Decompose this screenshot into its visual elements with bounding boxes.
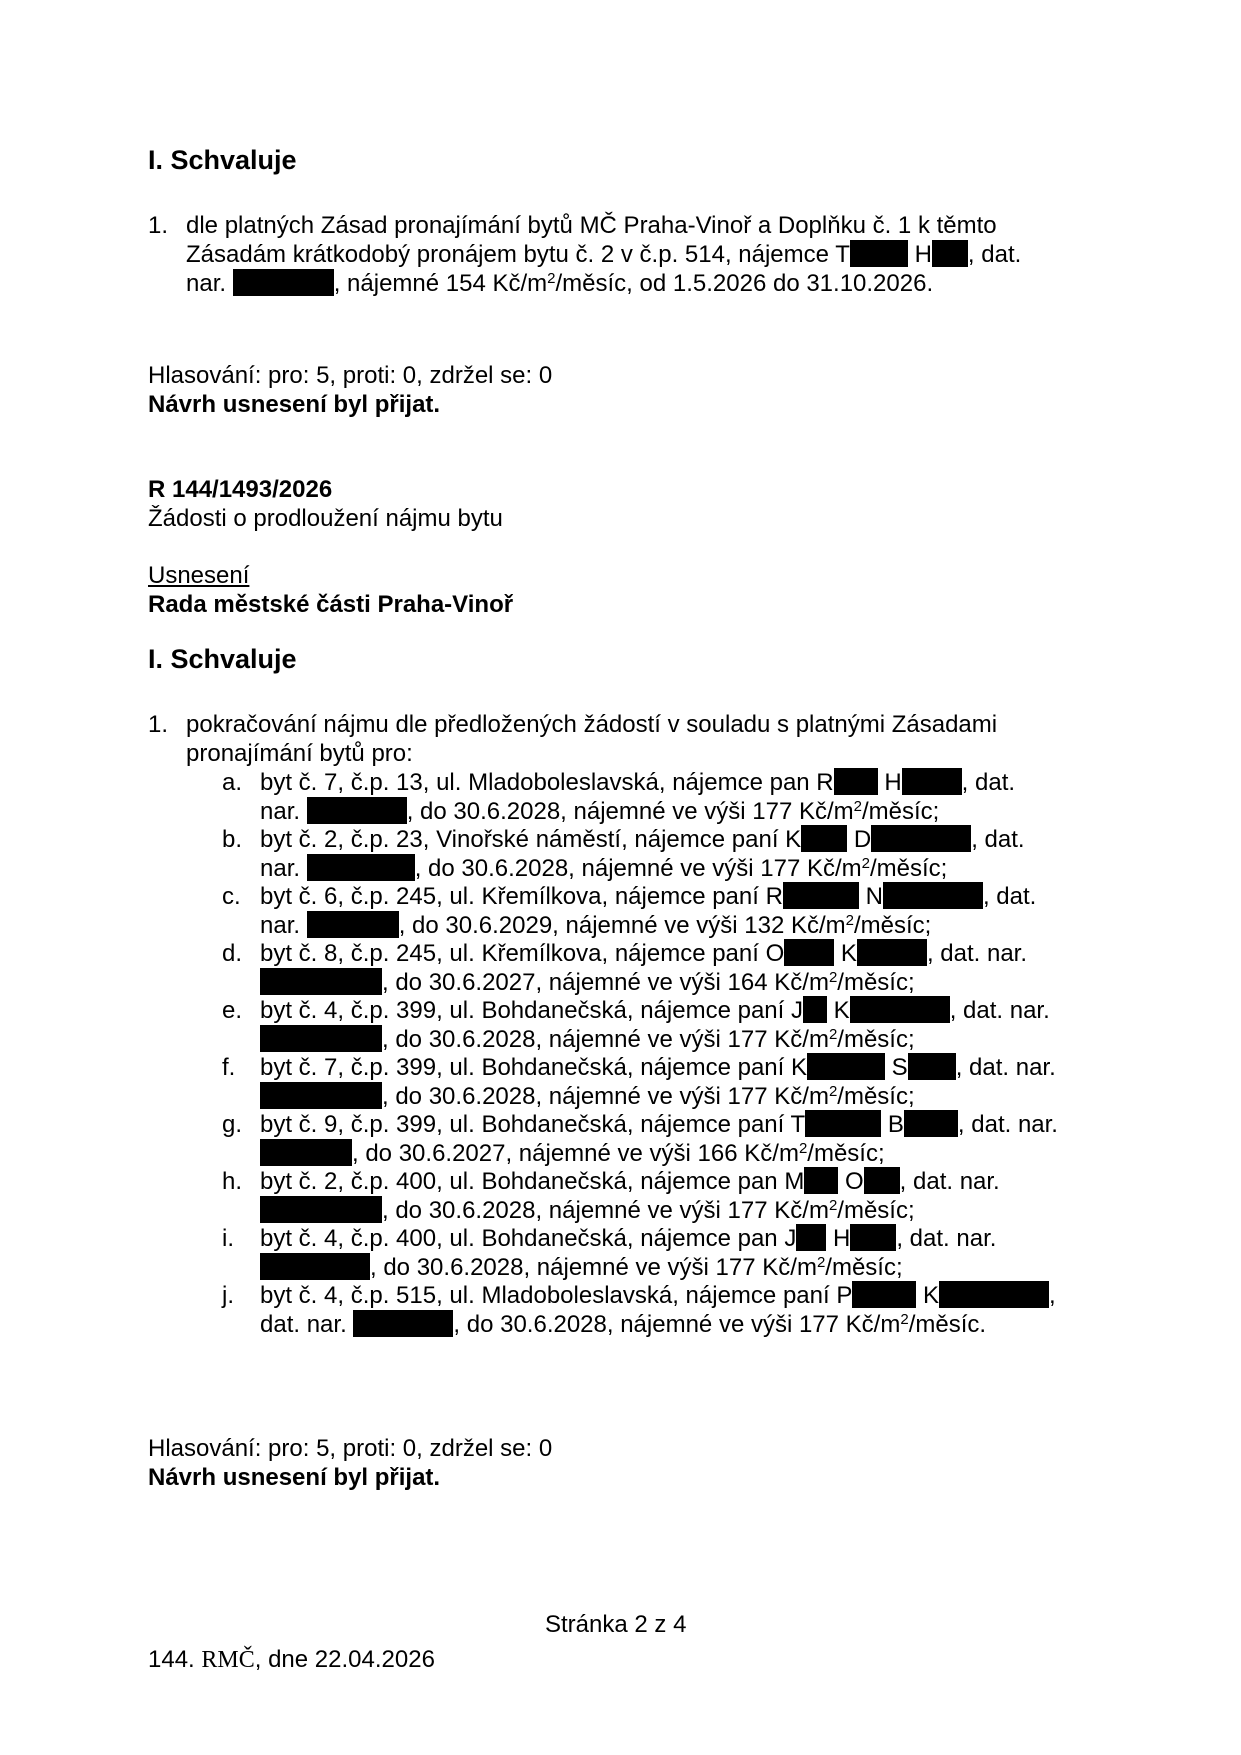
redaction-box (864, 1167, 900, 1194)
resolution-label: Usnesení (148, 562, 250, 589)
redaction-box (871, 825, 971, 852)
redaction-box (233, 269, 334, 296)
text-fragment: , dat. (982, 883, 1037, 910)
resolution-number: R 144/1493/2026 (148, 476, 333, 503)
item-number: 1. (148, 711, 169, 738)
text-fragment: K (833, 997, 850, 1024)
text-fragment: /měsíc; (807, 1140, 885, 1167)
redaction-box (902, 768, 962, 795)
text-fragment: H (884, 769, 902, 796)
text-fragment: , do 30.6.2029, nájemné ve výši 132 Kč/m (398, 912, 846, 939)
list-item-text (260, 1053, 1120, 1111)
vote-result: Hlasování: pro: 5, proti: 0, zdržel se: 0 (148, 1435, 553, 1462)
text-fragment: byt č. 4, č.p. 399, ul. Bohdanečská, nájemce paní J (260, 997, 803, 1024)
text-fragment: , dat. nar. (957, 1111, 1058, 1138)
superscript: 2 (798, 1140, 808, 1157)
redaction-box (353, 1310, 453, 1337)
text-fragment: /měsíc; (837, 969, 915, 996)
text-fragment: /měsíc; (869, 855, 948, 882)
text-fragment: , dat. nar. (955, 1054, 1056, 1081)
redaction-box (852, 1281, 916, 1308)
redaction-box (803, 996, 827, 1023)
redaction-box (857, 939, 927, 966)
vote-result: Hlasování: pro: 5, proti: 0, zdržel se: 0 (148, 362, 553, 389)
text-fragment: , dne 22.04.2026 (254, 1646, 435, 1673)
list-item-text (260, 1110, 1120, 1168)
redaction-box (260, 968, 382, 995)
text-fragment: , dat. (961, 769, 1016, 796)
item-text (186, 710, 1108, 768)
superscript: 2 (547, 270, 556, 287)
approval-item (148, 211, 1108, 301)
text-fragment: nar. (186, 270, 227, 297)
text-fragment: byt č. 9, č.p. 399, ul. Bohdanečská, nájemce paní T (260, 1111, 806, 1138)
superscript: 2 (828, 1197, 838, 1214)
item-text (186, 211, 1108, 298)
resolution-subject: Žádosti o prodloužení nájmu bytu (148, 505, 503, 532)
text-fragment: 144. (148, 1646, 202, 1673)
text-fragment: , do 30.6.2028, nájemné ve výši 177 Kč/m (406, 798, 854, 825)
redaction-box (807, 1053, 885, 1080)
text-fragment: , dat. nar. (896, 1225, 997, 1252)
superscript: 2 (828, 1083, 838, 1100)
text-fragment: byt č. 4, č.p. 515, ul. Mladoboleslavská, nájemce paní P (260, 1282, 853, 1309)
text-fragment: nar. (260, 855, 301, 882)
item-line (186, 240, 1108, 269)
redaction-box (932, 240, 968, 267)
redaction-box (804, 1167, 838, 1194)
list-item-text (260, 1224, 1120, 1282)
text-fragment: byt č. 6, č.p. 245, ul. Křemílkova, nájemce paní R (260, 883, 783, 910)
resolution-outcome: Návrh usnesení byl přijat. (148, 1464, 441, 1491)
redaction-box (805, 1110, 881, 1137)
text-fragment: , do 30.6.2028, nájemné ve výši 177 Kč/m (414, 855, 862, 882)
text-fragment: , do 30.6.2028, nájemné ve výši 177 Kč/m (382, 1026, 829, 1053)
list-letter: b. (222, 826, 243, 853)
text-fragment: H (914, 241, 932, 268)
redaction-box (260, 1139, 352, 1166)
item-line: pronajímání bytů pro: (186, 740, 413, 767)
text-fragment: , dat. (967, 241, 1022, 268)
text-fragment: byt č. 7, č.p. 399, ul. Bohdanečská, nájemce paní K (260, 1054, 807, 1081)
redaction-box (307, 854, 415, 881)
redaction-box (939, 1281, 1049, 1308)
text-fragment: , do 30.6.2027, nájemné ve výši 166 Kč/m (352, 1140, 799, 1167)
redaction-box (783, 882, 859, 909)
redaction-box (307, 911, 399, 938)
redaction-box (260, 1196, 382, 1223)
text-fragment: , dat. nar. (926, 940, 1028, 967)
text-fragment: byt č. 7, č.p. 13, ul. Mladoboleslavská, nájemce pan R (260, 769, 834, 796)
resolution-body: Rada městské části Praha-Vinoř (148, 591, 514, 618)
text-fragment: , dat. nar. (899, 1168, 1000, 1195)
text-fragment: , (1049, 1282, 1056, 1309)
superscript: 2 (853, 798, 862, 815)
text-fragment: , do 30.6.2028, nájemné ve výši 177 Kč/m (453, 1311, 901, 1338)
text-fragment: Zásadám krátkodobý pronájem bytu č. 2 v č.p. 514, nájemce T (186, 241, 850, 268)
item-number: 1. (148, 212, 169, 239)
text-fragment: byt č. 4, č.p. 400, ul. Bohdanečská, nájemce pan J (260, 1225, 797, 1252)
redaction-box (908, 1053, 956, 1080)
text-fragment: /měsíc. (908, 1311, 987, 1338)
redaction-box (796, 1224, 826, 1251)
redaction-box (904, 1110, 958, 1137)
redaction-box (260, 1082, 382, 1109)
superscript: 2 (816, 1254, 826, 1271)
list-item-text (260, 882, 1120, 940)
list-letter: i. (222, 1225, 234, 1252)
text-fragment: /měsíc; (837, 1197, 915, 1224)
text-fragment: , do 30.6.2028, nájemné ve výši 177 Kč/m (382, 1083, 829, 1110)
redaction-box (260, 1253, 370, 1280)
text-fragment: N (865, 883, 883, 910)
text-fragment: , dat. nar. (949, 997, 1050, 1024)
page-number: Stránka 2 z 4 (545, 1611, 687, 1638)
list-item-text (260, 1281, 1120, 1339)
item-line: dle platných Zásad pronajímání bytů MČ Praha-Vinoř a Doplňku č. 1 k těmto (186, 212, 997, 239)
text-fragment: , do 30.6.2027, nájemné ve výši 164 Kč/m (382, 969, 829, 996)
text-fragment: O (844, 1168, 864, 1195)
superscript: 2 (828, 969, 838, 986)
list-letter: c. (222, 883, 241, 910)
text-fragment: /měsíc; (837, 1083, 915, 1110)
text-fragment: , do 30.6.2028, nájemné ve výši 177 Kč/m (382, 1197, 829, 1224)
text-fragment: /měsíc; (837, 1026, 915, 1053)
approval-item (148, 710, 1108, 770)
meeting-reference (148, 1645, 435, 1675)
list-letter: e. (222, 997, 243, 1024)
text-fragment: dat. nar. (260, 1311, 347, 1338)
text-fragment: B (887, 1111, 904, 1138)
text-fragment: , nájemné 154 Kč/m (333, 270, 548, 297)
text-fragment: RMČ (201, 1647, 255, 1673)
list-item-text (260, 996, 1120, 1054)
list-letter: f. (222, 1054, 236, 1081)
text-fragment: /měsíc, od 1.5.2026 do 31.10.2026. (555, 270, 934, 297)
list-item-text (260, 939, 1120, 997)
text-fragment: /měsíc; (861, 798, 940, 825)
text-fragment: /měsíc; (825, 1254, 903, 1281)
redaction-box (850, 996, 950, 1023)
redaction-box (784, 939, 834, 966)
text-fragment: D (853, 826, 872, 853)
redaction-box (883, 882, 983, 909)
list-letter: d. (222, 940, 243, 967)
section-heading: I. Schvaluje (148, 145, 297, 175)
item-line: pokračování nájmu dle předložených žádostí v souladu s platnými Zásadami (186, 711, 998, 738)
redaction-box (850, 1224, 896, 1251)
text-fragment: , do 30.6.2028, nájemné ve výši 177 Kč/m (370, 1254, 817, 1281)
list-item-text (260, 768, 1120, 826)
redaction-box (307, 797, 407, 824)
superscript: 2 (900, 1311, 909, 1328)
resolution-outcome: Návrh usnesení byl přijat. (148, 391, 441, 418)
text-fragment: byt č. 2, č.p. 400, ul. Bohdanečská, nájemce pan M (260, 1168, 805, 1195)
list-letter: j. (222, 1282, 234, 1309)
item-line (186, 269, 1108, 298)
text-fragment: K (923, 1282, 940, 1309)
text-fragment: byt č. 2, č.p. 23, Vinořské náměstí, nájemce paní K (260, 826, 802, 853)
text-fragment: H (833, 1225, 851, 1252)
redaction-box (850, 240, 908, 267)
text-fragment: S (891, 1054, 908, 1081)
text-fragment: /měsíc; (853, 912, 932, 939)
superscript: 2 (828, 1026, 838, 1043)
superscript: 2 (861, 855, 870, 872)
list-letter: g. (222, 1111, 243, 1138)
list-letter: h. (222, 1168, 243, 1195)
text-fragment: byt č. 8, č.p. 245, ul. Křemílkova, nájemce paní O (260, 940, 785, 967)
text-fragment: K (840, 940, 857, 967)
redaction-box (260, 1025, 382, 1052)
redaction-box (801, 825, 847, 852)
list-letter: a. (222, 769, 243, 796)
section-heading: I. Schvaluje (148, 644, 297, 674)
text-fragment: nar. (260, 912, 301, 939)
text-fragment: nar. (260, 798, 301, 825)
list-item-text (260, 1167, 1120, 1225)
superscript: 2 (845, 912, 854, 929)
redaction-box (834, 768, 878, 795)
text-fragment: , dat. (971, 826, 1025, 853)
list-item-text (260, 825, 1120, 883)
